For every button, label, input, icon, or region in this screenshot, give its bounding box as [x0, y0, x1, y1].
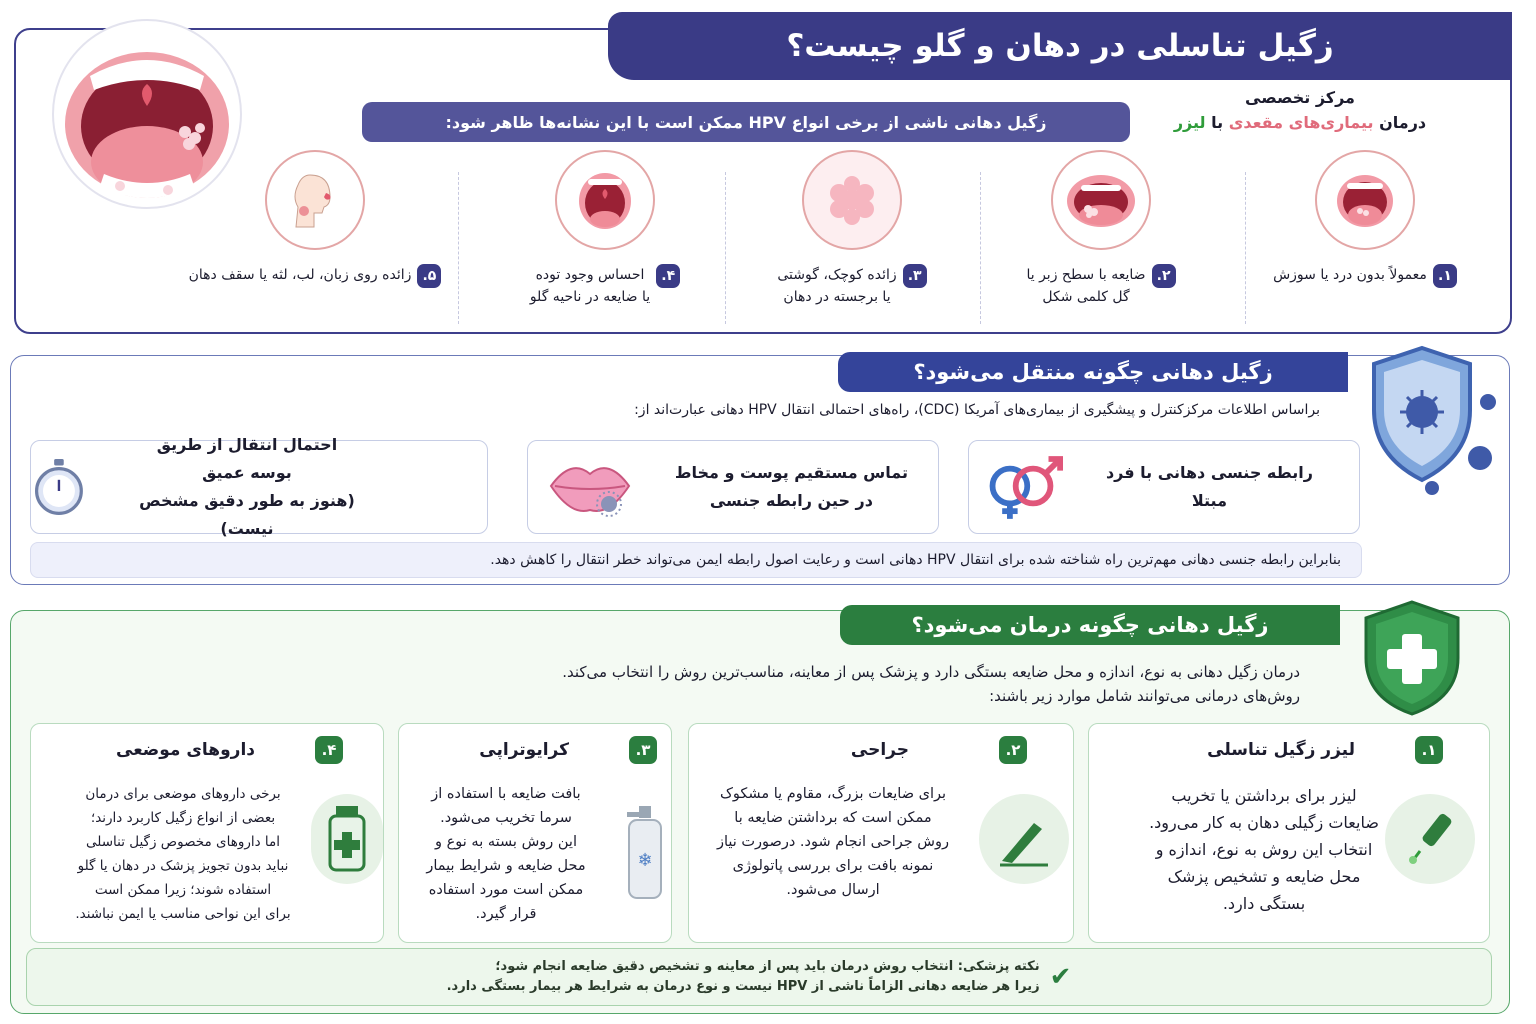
- treatment-4-line: استفاده شوند؛ زیرا ممکن است: [94, 882, 272, 898]
- treatment-3-line: محل ضایعه و شرایط بیمار: [426, 858, 586, 874]
- medicine-bottle-icon: [311, 794, 383, 884]
- symptom-4-text-2: یا ضایعه در ناحیه گلو: [529, 289, 651, 305]
- mouth-icon: [1315, 150, 1415, 250]
- person-throat-icon: [265, 150, 365, 250]
- symptom-2-text-2: گل کلمی شکل: [1042, 289, 1130, 305]
- section1-title: زگیل تناسلی در دهان و گلو چیست؟: [608, 12, 1512, 80]
- treatment-1-line: لیزر برای برداشتن یا تخریب: [1171, 786, 1357, 805]
- treatment-4-line: اما داروهای مخصوص زگیل تناسلی: [85, 834, 281, 850]
- symptom-1-text: معمولاً بدون درد یا سوزش: [1273, 267, 1427, 283]
- transmission-card-3: [30, 435, 488, 538]
- transmission-card-3-text-2: (هنوز به طور دقیق مشخص نیست): [139, 491, 355, 538]
- symptom-4-text-1: احساس وجود توده: [535, 267, 645, 283]
- treatment-1-line: ضایعات زگیلی دهان به کار می‌رود.: [1149, 813, 1379, 832]
- treatment-card-laser: [1088, 723, 1490, 943]
- transmission-card-2-text-2: در حین رابطه جنسی: [709, 491, 873, 510]
- symptom-4-num: ۴.: [656, 264, 680, 288]
- treatment-4-num: ۴.: [315, 736, 343, 764]
- divider: [980, 172, 981, 324]
- treatment-2-num: ۲.: [999, 736, 1027, 764]
- symptoms-subtitle: زگیل دهانی ناشی از برخی انواع HPV ممکن است با این نشانه‌ها ظاهر شود:: [362, 102, 1130, 142]
- checkmark-icon: ✔: [1049, 962, 1072, 992]
- treatment-2-title: جراحی: [850, 740, 909, 760]
- symptom-2-num: ۲.: [1152, 264, 1176, 288]
- treatment-4-title: داروهای موضعی: [116, 740, 255, 760]
- symptom-3-text-2: یا برجسته در دهان: [783, 289, 891, 305]
- transmission-card-1-text: رابطه جنسی دهانی با فرد مبتلا: [1105, 463, 1313, 510]
- symptom-2: [976, 150, 1226, 308]
- treatment-3-line: بافت ضایعه با استفاده از: [431, 786, 581, 802]
- symptom-3: [727, 150, 977, 308]
- symptom-2-text-1: ضایعه با سطح زبر یا: [1026, 267, 1146, 283]
- treatment-2-line: ارسال می‌شود.: [786, 882, 880, 898]
- center-brand-with: با: [1211, 113, 1224, 132]
- transmission-card-3-text-1: احتمال انتقال از طریق بوسه عمیق: [156, 435, 338, 482]
- treatment-2-line: نمونه بافت برای بررسی پاتولوژی: [732, 858, 934, 874]
- treatment-card-surgery: [688, 723, 1074, 943]
- symptom-5-num: ۵.: [417, 264, 441, 288]
- treatment-card-topical: [30, 723, 384, 943]
- medical-note-line-1: نکته پزشکی: انتخاب روش درمان باید پس از معاینه و تشخیص دقیق ضایعه انجام شود؛: [495, 959, 1040, 974]
- transmission-conclusion: بنابراین رابطه جنسی دهانی مهم‌ترین راه شناخته شده برای انتقال HPV دهانی است و رعایت اصول رابطه ایمن می‌تواند خطر انتقال را کاهش دهد.: [30, 542, 1362, 578]
- section2-intro: براساس اطلاعات مرکزکنترل و پیشگیری از بیماری‌های آمریکا (CDC)، راه‌های احتمالی انتقال HPV دهانی عبارت‌اند از:: [634, 402, 1320, 418]
- symptom-4: [480, 150, 730, 308]
- section3-intro: [420, 660, 1300, 708]
- treatment-2-line: روش جراحی انجام شود. درصورت نیاز: [716, 834, 950, 850]
- stopwatch-icon: [31, 450, 87, 524]
- center-brand-highlight: بیماری‌های مقعدی: [1228, 113, 1374, 132]
- section3-intro-1: درمان زگیل دهانی به نوع، اندازه و محل ضایعه بستگی دارد و پزشک پس از معاینه، مناسب‌ترین روش را انتخاب می‌کند.: [562, 663, 1300, 681]
- throat-icon: [555, 150, 655, 250]
- medical-note: [26, 948, 1492, 1006]
- treatment-1-title: لیزر زگیل تناسلی: [1207, 740, 1355, 760]
- center-brand: [1150, 88, 1450, 132]
- treatment-4-line: بعضی از انواع زگیل کاربرد دارند؛: [90, 810, 276, 826]
- treatment-3-line: ممکن است مورد استفاده: [428, 882, 584, 898]
- section3-title: زگیل دهانی چگونه درمان می‌شود؟: [840, 605, 1340, 645]
- symptom-1-num: ۱.: [1433, 264, 1457, 288]
- divider: [1245, 172, 1246, 324]
- treatment-4-line: برای این نواحی مناسب یا ایمن نباشند.: [75, 906, 291, 922]
- treatment-2-line: برای ضایعات بزرگ، مقاوم یا مشکوک: [719, 786, 947, 802]
- treatment-4-line: نباید بدون تجویز پزشک در دهان یا گلو: [77, 858, 289, 874]
- treatment-3-title: کرایوتراپی: [479, 740, 569, 760]
- section2-title: زگیل دهانی چگونه منتقل می‌شود؟: [838, 352, 1348, 392]
- symptom-5-text: زائده روی زبان، لب، لثه یا سقف دهان: [188, 267, 412, 283]
- symptom-5: [180, 150, 450, 288]
- transmission-card-2: [527, 440, 939, 534]
- treatment-1-num: ۱.: [1415, 736, 1443, 764]
- gender-symbols-icon: [979, 452, 1066, 522]
- medical-note-line-2: زیرا هر ضایعه دهانی الزاماً ناشی از HPV نیست و نوع درمان به شرایط هر بیمار بستگی دارد.: [446, 979, 1040, 994]
- transmission-card-2-text-1: تماس مستقیم پوست و مخاط: [674, 463, 908, 482]
- center-brand-treatment: درمان: [1379, 113, 1427, 132]
- transmission-card-1: [968, 440, 1360, 534]
- treatment-3-line: سرما تخریب می‌شود.: [440, 810, 572, 826]
- divider: [458, 172, 459, 324]
- mouth-lesion-icon: [1051, 150, 1151, 250]
- cryo-spray-icon: [623, 802, 667, 902]
- svg-text:❄: ❄: [637, 850, 653, 871]
- treatment-3-body: [401, 782, 611, 926]
- shield-virus-icon: [1362, 340, 1502, 500]
- center-brand-laser: لیزر: [1173, 113, 1206, 132]
- treatment-1-line: محل ضایعه و تشخیص پزشک: [1167, 867, 1361, 886]
- laser-pen-icon: [1385, 794, 1475, 884]
- treatment-4-line: برخی داروهای موضعی برای درمان: [85, 786, 281, 802]
- symptom-1: [1240, 150, 1490, 288]
- center-brand-line1: مرکز تخصصی: [1245, 88, 1355, 107]
- treatment-3-num: ۳.: [629, 736, 657, 764]
- wart-cluster-icon: [802, 150, 902, 250]
- treatment-4-body: [43, 782, 323, 926]
- shield-plus-icon: [1352, 598, 1472, 718]
- symptom-3-num: ۳.: [903, 264, 927, 288]
- treatment-3-line: قرار گیرد.: [475, 906, 537, 922]
- treatment-1-line: بستگی دارد.: [1222, 894, 1306, 913]
- lips-virus-icon: [545, 452, 635, 522]
- treatment-2-body: [703, 782, 963, 902]
- treatment-card-cryo: [398, 723, 672, 943]
- scalpel-icon: [979, 794, 1069, 884]
- treatment-3-line: این روش بسته به نوع و: [435, 834, 577, 850]
- symptom-3-text-1: زائده کوچک، گوشتی: [777, 267, 897, 283]
- treatment-2-line: ممکن است که برداشتن ضایعه با: [734, 810, 932, 826]
- treatment-1-body: [1149, 782, 1379, 917]
- section3-intro-2: روش‌های درمانی می‌توانند شامل موارد زیر باشند:: [989, 687, 1300, 705]
- treatment-1-line: انتخاب این روش به نوع، اندازه و: [1155, 840, 1373, 859]
